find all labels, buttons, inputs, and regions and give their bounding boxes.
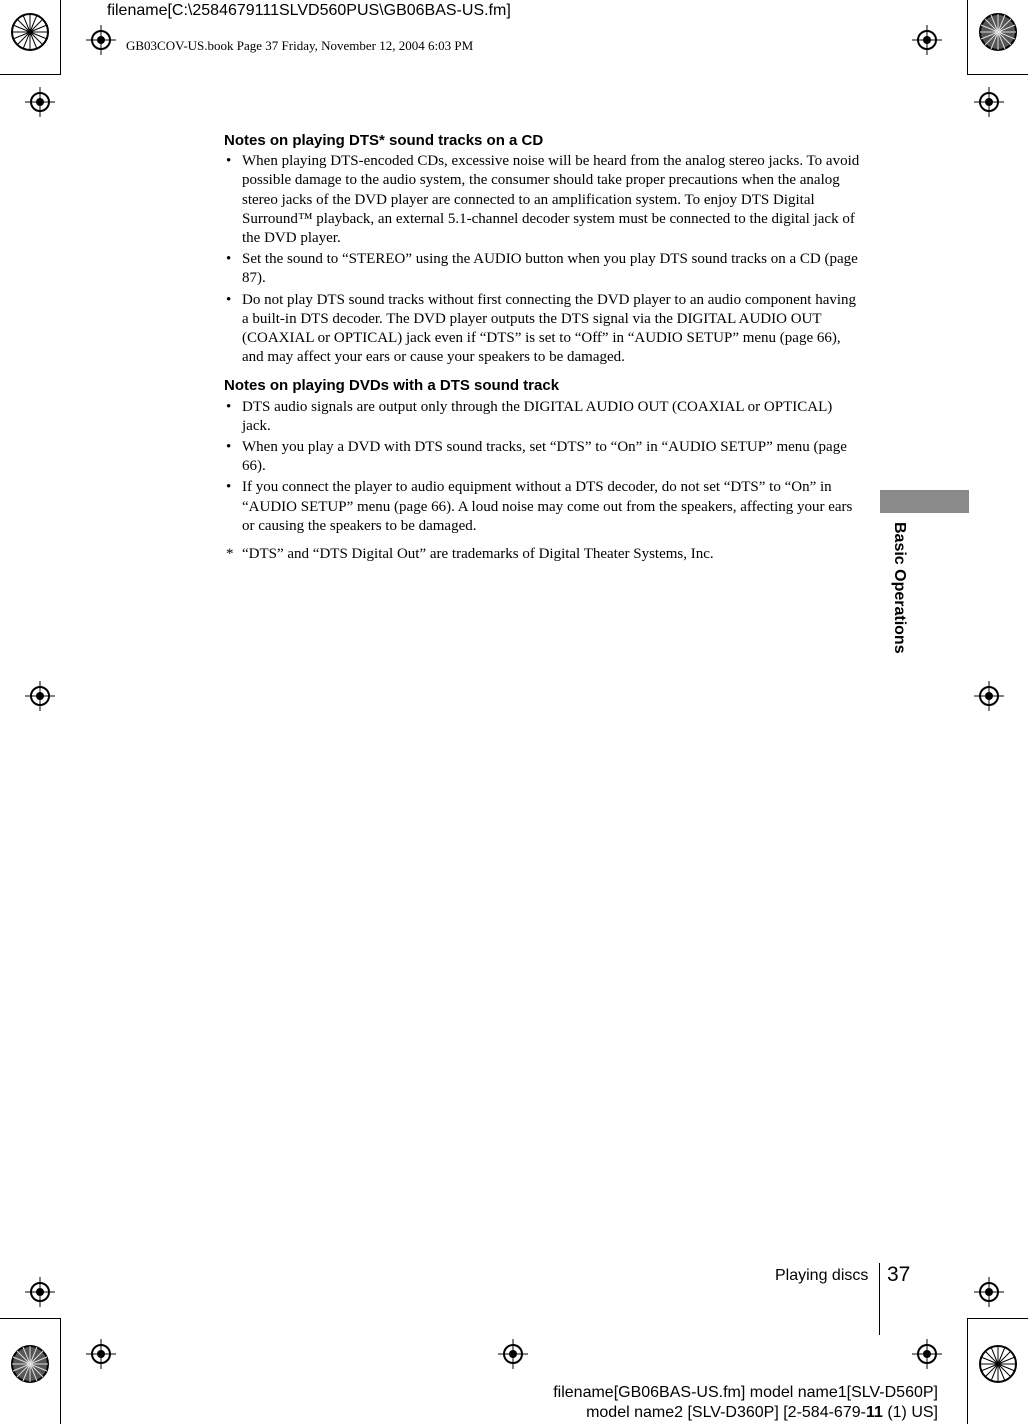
section-heading: Notes on playing DTS* sound tracks on a CD	[224, 132, 544, 149]
star-target-icon	[10, 1344, 50, 1384]
running-title: Playing discs	[775, 1267, 869, 1284]
chapter-tab-bar	[880, 490, 969, 513]
section-heading: Notes on playing DVDs with a DTS sound track	[224, 377, 560, 395]
section-dts-dvd	[224, 376, 864, 536]
star-target-icon	[978, 12, 1018, 52]
print-filename-header: filename[C:\2584679111SLVD560PUS\GB06BAS-US.fm]	[107, 2, 511, 19]
registration-mark-icon	[974, 1277, 1004, 1307]
chapter-side-label-text: Basic Operations	[891, 522, 908, 654]
print-footer-line2	[586, 1404, 938, 1422]
registration-mark-icon	[25, 87, 55, 117]
bullet-item: • If you connect the player to audio equipment without a DTS decoder, do not set “DTS” to “On” in “AUDIO SETUP” menu (page 66). A loud noise may come out from the speakers, affecting your ears or causing the speakers to be damaged.	[224, 478, 864, 536]
footnote-marker: *	[226, 546, 234, 563]
bullet-item: • Set the sound to “STEREO” using the AUDIO button when you play DTS sound tracks on a CD (page 87).	[224, 250, 864, 288]
registration-mark-icon	[86, 1339, 116, 1369]
page-number: 37	[887, 1263, 911, 1286]
registration-mark-icon	[86, 25, 116, 55]
section-dts-cd	[224, 131, 864, 367]
star-target-icon	[10, 12, 50, 52]
bullet-item: • DTS audio signals are output only through the DIGITAL AUDIO OUT (COAXIAL or OPTICAL) jack.	[224, 398, 864, 436]
registration-mark-icon	[25, 1277, 55, 1307]
bullet-item: • Do not play DTS sound tracks without first connecting the DVD player to an audio component having a built-in DTS decoder. The DVD player outputs the DTS signal via the DIGITAL AUDIO OUT (COAXIAL or OPTICAL) jack even if “DTS” is set to “Off” in “AUDIO SETUP” menu (page 66), and may affect your ears or cause your speakers to be damaged.	[224, 291, 864, 368]
print-footer-prefix: model name2 [SLV-D360P] [2-584-679-	[586, 1404, 866, 1421]
bullet-item: • When playing DTS-encoded CDs, excessive noise will be heard from the analog stereo jacks. To avoid possible damage to the audio system, the consumer should take proper precautions when the analog stereo jacks of the DVD player are connected to an amplification system. To enjoy DTS Digital Surround™ playback, an external 5.1-channel decoder system must be connected to the digital jack of the DVD player.	[224, 152, 864, 248]
print-book-info: GB03COV-US.book Page 37 Friday, November 12, 2004 6:03 PM	[126, 38, 474, 53]
trademark-footnote	[224, 545, 864, 564]
chapter-side-label	[886, 522, 908, 682]
print-footer-revision: 11	[865, 1404, 883, 1421]
bullet-item: • When you play a DVD with DTS sound tracks, set “DTS” to “On” in “AUDIO SETUP” menu (page 66).	[224, 438, 864, 476]
page-number-rule	[879, 1263, 880, 1335]
registration-mark-icon	[974, 681, 1004, 711]
bullet-list	[224, 152, 864, 367]
registration-mark-icon	[25, 681, 55, 711]
registration-mark-icon	[498, 1339, 528, 1369]
page-body	[224, 131, 864, 564]
footnote-text: “DTS” and “DTS Digital Out” are trademarks of Digital Theater Systems, Inc.	[242, 546, 714, 563]
star-target-icon	[978, 1344, 1018, 1384]
registration-mark-icon	[912, 25, 942, 55]
print-footer-suffix: (1) US]	[882, 1404, 938, 1421]
print-footer-line1: filename[GB06BAS-US.fm] model name1[SLV-D560P]	[553, 1384, 938, 1401]
registration-mark-icon	[974, 87, 1004, 117]
bullet-list	[224, 398, 864, 536]
registration-mark-icon	[912, 1339, 942, 1369]
